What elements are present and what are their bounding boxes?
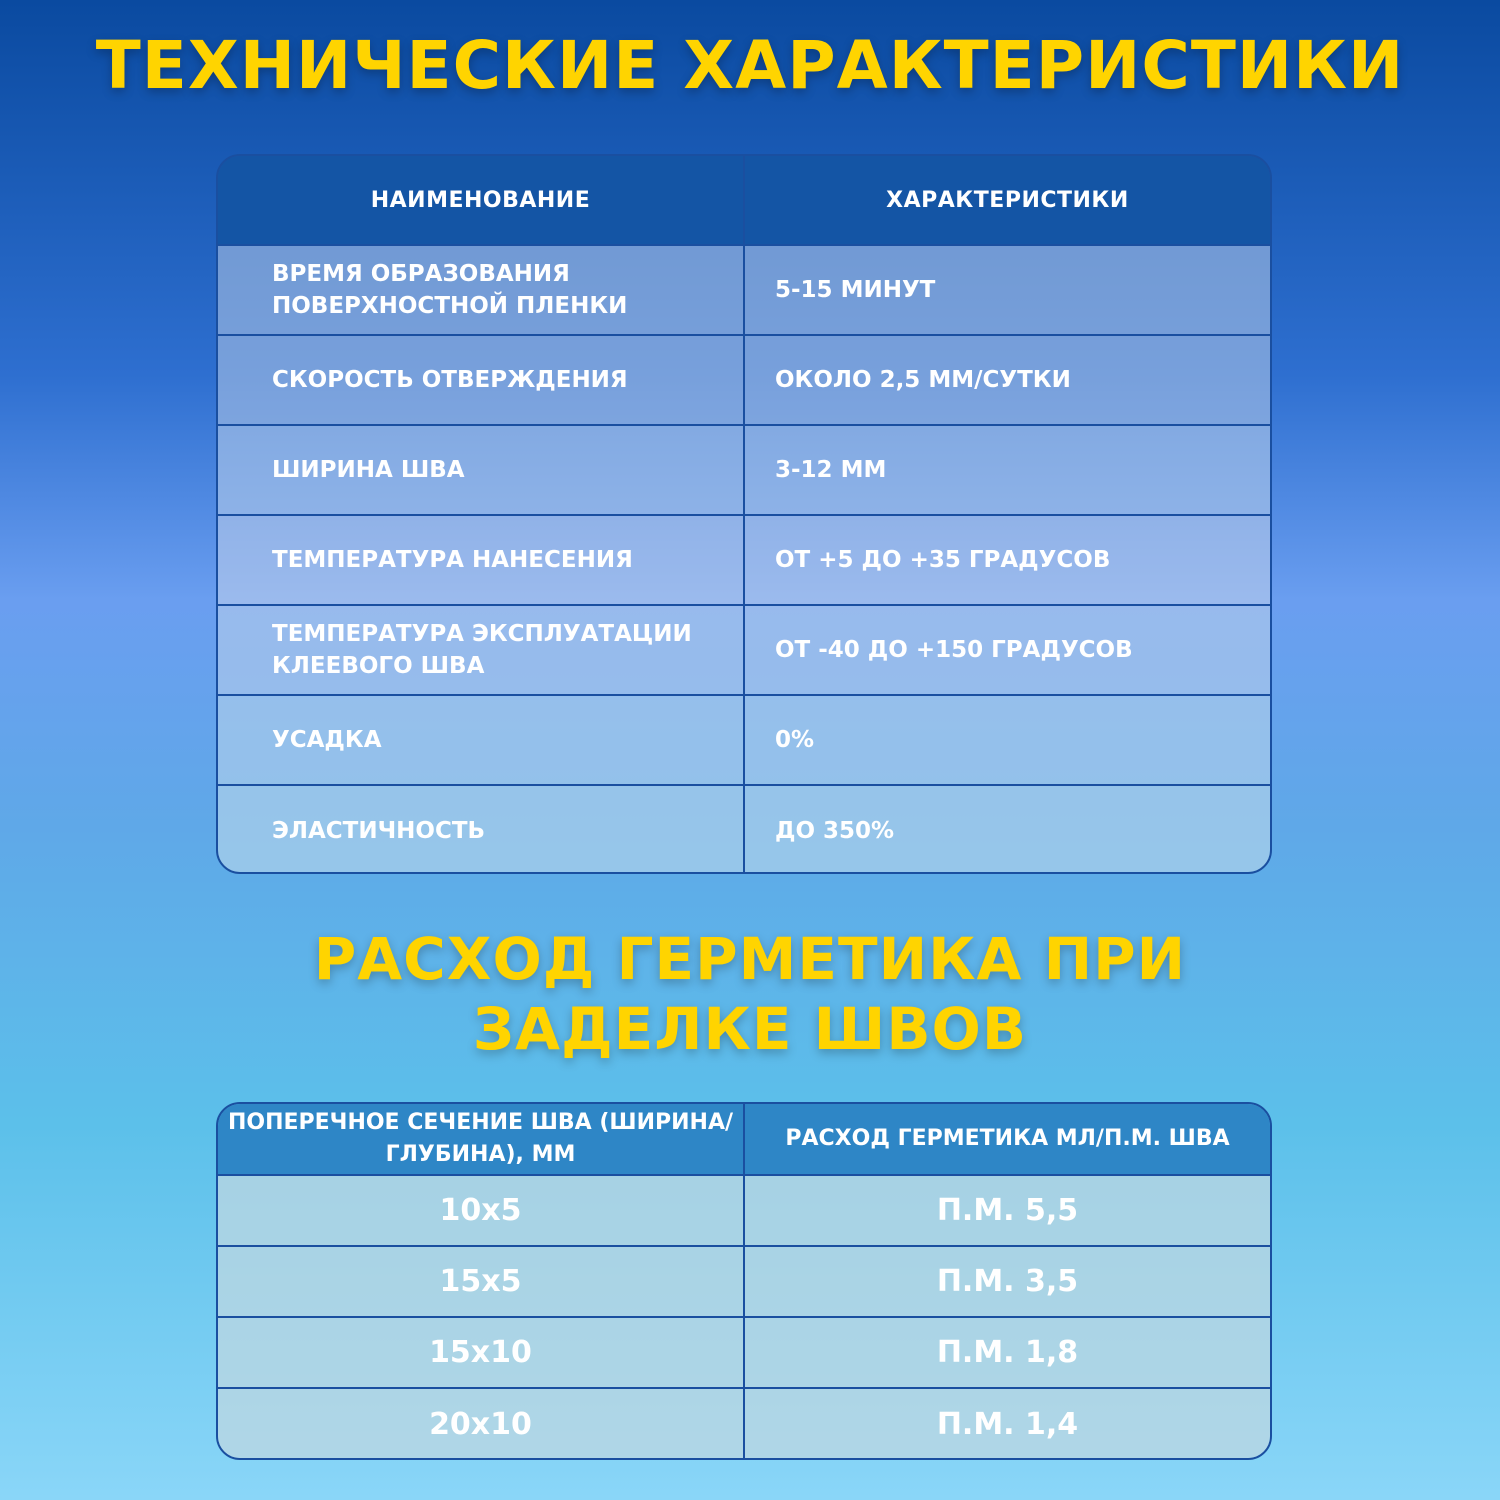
spec-value-cell: ОКОЛО 2,5 ММ/СУТКИ xyxy=(775,367,1071,393)
column-header-consumption: РАСХОД ГЕРМЕТИКА МЛ/П.М. ШВА xyxy=(785,1126,1230,1151)
column-header-name: НАИМЕНОВАНИЕ xyxy=(218,156,745,244)
consumption-cell: П.М. 5,5 xyxy=(936,1193,1079,1228)
table-header-row xyxy=(218,156,1270,246)
consumption-table xyxy=(216,1102,1272,1460)
spec-name-cell: ТЕМПЕРАТУРА НАНЕСЕНИЯ xyxy=(218,516,745,604)
table-row xyxy=(218,1389,1270,1460)
table-row xyxy=(218,786,1270,874)
column-header-value: ХАРАКТЕРИСТИКИ xyxy=(886,187,1129,213)
table-row xyxy=(218,606,1270,696)
cross-section-cell: 10x5 xyxy=(218,1176,745,1245)
table-row xyxy=(218,246,1270,336)
column-header-cross-section: ПОПЕРЕЧНОЕ СЕЧЕНИЕ ШВА (ШИРИНА/ГЛУБИНА), ММ xyxy=(218,1104,745,1174)
table-row xyxy=(218,426,1270,516)
spec-name-cell: ТЕМПЕРАТУРА ЭКСПЛУАТАЦИИ КЛЕЕВОГО ШВА xyxy=(218,606,745,694)
consumption-cell: П.М. 1,8 xyxy=(936,1335,1079,1370)
page-title: ТЕХНИЧЕСКИЕ ХАРАКТЕРИСТИКИ xyxy=(95,27,1405,104)
table-row xyxy=(218,696,1270,786)
cross-section-cell: 15x5 xyxy=(218,1247,745,1316)
cross-section-cell: 15x10 xyxy=(218,1318,745,1387)
spec-name-cell: ЭЛАСТИЧНОСТЬ xyxy=(218,786,745,874)
consumption-cell: П.М. 1,4 xyxy=(936,1407,1079,1442)
spec-name-cell: ШИРИНА ШВА xyxy=(218,426,745,514)
table-row xyxy=(218,1176,1270,1247)
table-row xyxy=(218,1247,1270,1318)
section-title: РАСХОД ГЕРМЕТИКА ПРИ ЗАДЕЛКЕ ШВОВ xyxy=(313,925,1187,1063)
spec-name-cell: ВРЕМЯ ОБРАЗОВАНИЯ ПОВЕРХНОСТНОЙ ПЛЕНКИ xyxy=(218,246,745,334)
table-header-row xyxy=(218,1104,1270,1176)
spec-value-cell: ДО 350% xyxy=(775,818,895,844)
table-row xyxy=(218,1318,1270,1389)
cross-section-cell: 20x10 xyxy=(218,1389,745,1460)
spec-value-cell: 5-15 МИНУТ xyxy=(775,277,936,303)
specifications-table xyxy=(216,154,1272,874)
spec-value-cell: ОТ -40 ДО +150 ГРАДУСОВ xyxy=(775,637,1133,663)
consumption-cell: П.М. 3,5 xyxy=(936,1264,1079,1299)
spec-name-cell: УСАДКА xyxy=(218,696,745,784)
spec-value-cell: 0% xyxy=(775,727,815,753)
spec-value-cell: 3-12 ММ xyxy=(775,457,887,483)
table-row xyxy=(218,516,1270,606)
spec-value-cell: ОТ +5 ДО +35 ГРАДУСОВ xyxy=(775,547,1111,573)
table-row xyxy=(218,336,1270,426)
spec-name-cell: СКОРОСТЬ ОТВЕРЖДЕНИЯ xyxy=(218,336,745,424)
